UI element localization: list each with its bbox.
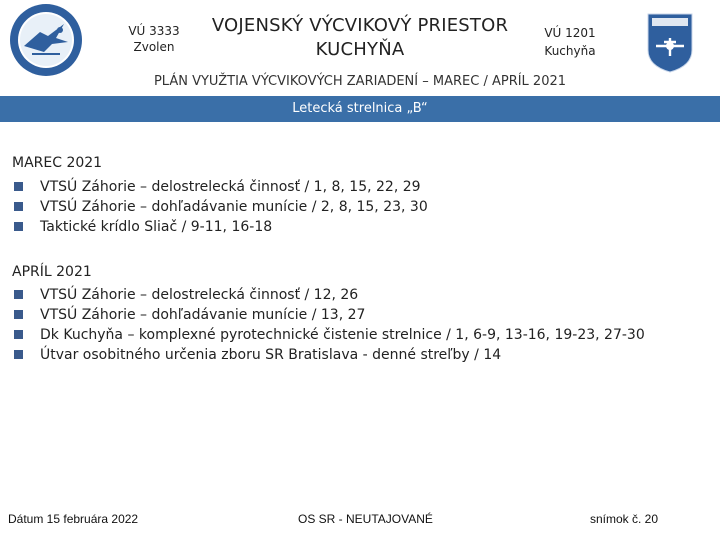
footer-classification: OS SR - NEUTAJOVANÉ: [298, 512, 433, 526]
unit-right-place: Kuchyňa: [544, 44, 596, 58]
eagle-emblem-icon: [8, 2, 84, 78]
bullet-square-icon: [14, 182, 23, 191]
bullet-square-icon: [14, 202, 23, 211]
bullet-square-icon: [14, 222, 23, 231]
plan-title: PLÁN VYUŽTIA VÝCVIKOVÝCH ZARIADENÍ – MAREC / APRÍL 2021: [153, 74, 567, 89]
footer-slide-number: snímok č. 20: [590, 512, 659, 526]
unit-left-place: Zvolen: [133, 40, 175, 54]
list-item: Taktické krídlo Sliač / 9-11, 16-18: [12, 217, 428, 237]
footer-date: Dátum 15 februára 2022: [8, 512, 139, 526]
section-heading-april: APRÍL 2021: [12, 264, 92, 280]
list-item: Útvar osobitného určenia zboru SR Bratislava - denné streľby / 14: [12, 345, 645, 365]
unit-badge-icon: [646, 12, 694, 74]
title-line-2: KUCHYŇA: [315, 39, 405, 60]
list-item: VTSÚ Záhorie – delostrelecká činnosť / 1, 8, 15, 22, 29: [12, 177, 428, 197]
bullet-square-icon: [14, 290, 23, 299]
bullet-square-icon: [14, 330, 23, 339]
list-item: VTSÚ Záhorie – dohľadávanie munície / 13, 27: [12, 305, 645, 325]
unit-right-code: VÚ 1201: [544, 26, 596, 40]
title-line-1: VOJENSKÝ VÝCVIKOVÝ PRIESTOR: [211, 15, 509, 36]
section-heading-march: MAREC 2021: [12, 155, 103, 171]
list-item: Dk Kuchyňa – komplexné pyrotechnické čistenie strelnice / 1, 6-9, 13-16, 19-23, 27-30: [12, 325, 645, 345]
page-title: [200, 14, 520, 62]
section-band: Letecká strelnica „B“: [0, 96, 720, 122]
unit-left-code: VÚ 3333: [128, 24, 180, 38]
list-item: VTSÚ Záhorie – dohľadávanie munície / 2, 8, 15, 23, 30: [12, 197, 428, 217]
april-list: [12, 285, 645, 365]
list-item: VTSÚ Záhorie – delostrelecká činnosť / 12, 26: [12, 285, 645, 305]
bullet-square-icon: [14, 350, 23, 359]
march-list: [12, 177, 428, 237]
bullet-square-icon: [14, 310, 23, 319]
